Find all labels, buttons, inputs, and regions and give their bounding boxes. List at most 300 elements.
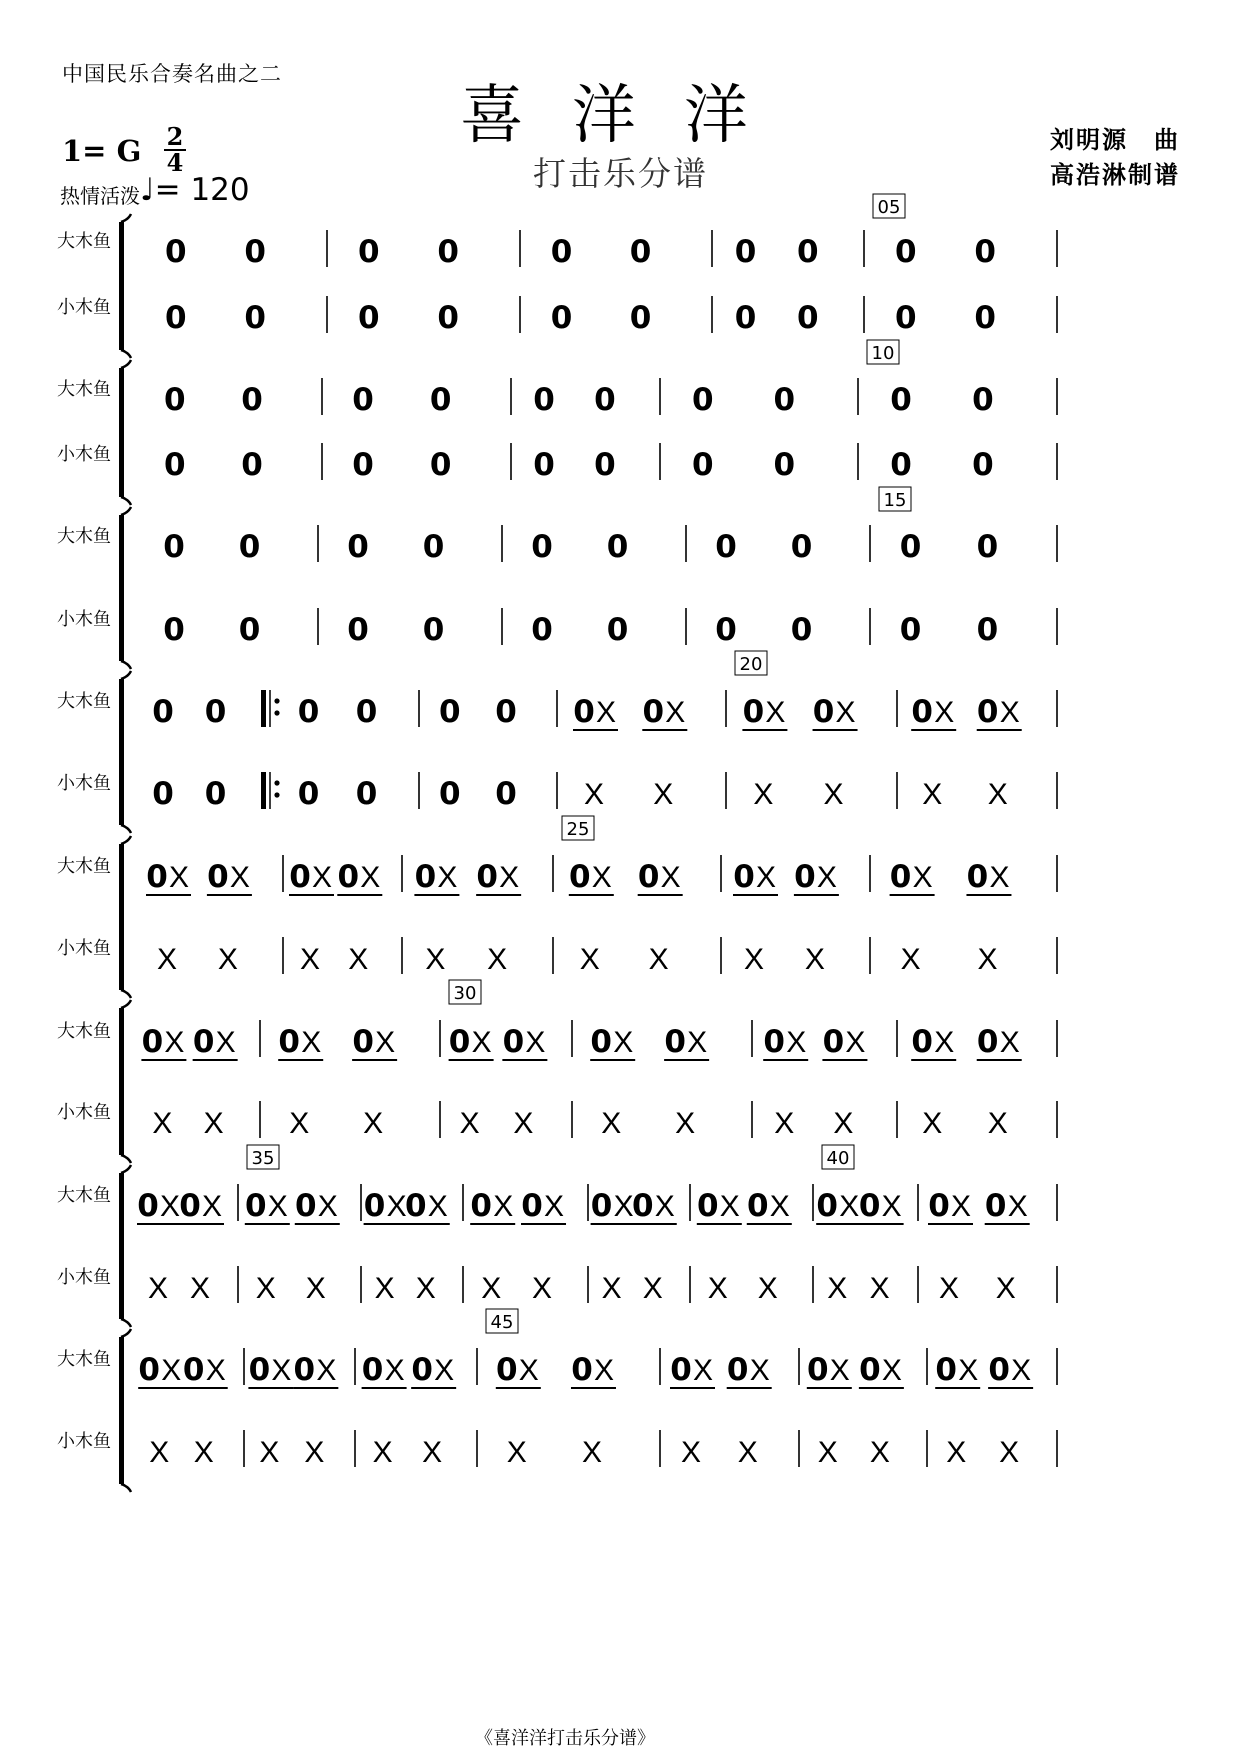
instrument-label-xiao-mu-yu: 小木鱼: [57, 1102, 111, 1123]
system-bracket: [119, 1173, 124, 1319]
rest-zero: 0: [594, 447, 616, 483]
hit-x: X: [977, 943, 998, 976]
hit-x: X: [675, 1107, 696, 1140]
hit-x: X: [149, 1436, 170, 1469]
rest-zero: 0: [363, 1188, 386, 1224]
rest-zero: 0: [629, 234, 652, 270]
hit-x: X: [203, 1107, 224, 1140]
hit-x: X: [525, 1026, 546, 1059]
arranger-credit: 高浩淋制谱: [1050, 160, 1180, 189]
rest-zero: 0: [899, 612, 922, 648]
hit-x: X: [869, 1272, 890, 1305]
rest-zero: 0: [911, 694, 933, 730]
hit-x: X: [601, 1107, 622, 1140]
hit-x: X: [999, 1436, 1020, 1469]
hit-x: X: [156, 943, 178, 976]
bracket-top-hook: [121, 1000, 131, 1008]
repeat-dot: [274, 780, 279, 785]
hit-x: X: [348, 943, 369, 976]
hit-x: X: [360, 861, 381, 894]
rest-zero: 0: [352, 382, 374, 418]
bracket-top-hook: [121, 360, 131, 368]
rest-zero: 0: [179, 1188, 201, 1224]
hit-x: X: [168, 861, 190, 894]
rest-zero: 0: [890, 447, 912, 483]
hit-x: X: [581, 1436, 602, 1469]
tempo-expression: 热情活泼: [60, 184, 140, 208]
hit-x: X: [613, 1026, 634, 1059]
instrument-label-xiao-mu-yu: 小木鱼: [57, 938, 111, 959]
hit-x: X: [665, 696, 686, 729]
rest-zero: 0: [895, 300, 917, 336]
hit-x: X: [513, 1107, 534, 1140]
hit-x: X: [299, 943, 321, 976]
system-bracket: [119, 515, 124, 661]
rest-zero: 0: [241, 382, 263, 418]
hit-x: X: [654, 1190, 675, 1223]
rest-zero: 0: [807, 1352, 829, 1388]
system-6: [57, 980, 1057, 1163]
rest-zero: 0: [204, 776, 227, 812]
rest-zero: 0: [182, 1352, 205, 1388]
rehearsal-number: 25: [566, 819, 590, 840]
hit-x: X: [591, 861, 612, 894]
rest-zero: 0: [164, 382, 186, 418]
hit-x: X: [804, 943, 825, 976]
hit-x: X: [544, 1190, 565, 1223]
hit-x: X: [425, 943, 446, 976]
hit-x: X: [938, 1272, 960, 1305]
hit-x: X: [1007, 1190, 1028, 1223]
rest-zero: 0: [773, 382, 796, 418]
rest-zero: 0: [289, 859, 311, 895]
hit-x: X: [255, 1272, 276, 1305]
hit-x: X: [755, 861, 777, 894]
repeat-thick-bar: [261, 690, 266, 727]
hit-x: X: [987, 778, 1008, 811]
rest-zero: 0: [533, 447, 555, 483]
rest-zero: 0: [984, 1188, 1007, 1224]
rest-zero: 0: [531, 612, 553, 648]
rest-zero: 0: [244, 300, 266, 336]
hit-x: X: [769, 1190, 790, 1223]
rest-zero: 0: [146, 859, 168, 895]
rest-zero: 0: [988, 1352, 1010, 1388]
rest-zero: 0: [238, 612, 261, 648]
rest-zero: 0: [594, 382, 616, 418]
rest-zero: 0: [550, 234, 573, 270]
hit-x: X: [201, 1190, 223, 1223]
rest-zero: 0: [890, 382, 912, 418]
hit-x: X: [765, 696, 786, 729]
hit-x: X: [653, 778, 674, 811]
rest-zero: 0: [352, 447, 374, 483]
hit-x: X: [829, 1354, 850, 1387]
instrument-label-da-mu-yu: 大木鱼: [57, 231, 111, 252]
instrument-label-xiao-mu-yu: 小木鱼: [57, 609, 111, 630]
time-signature-top: 2: [166, 122, 184, 151]
hit-x: X: [839, 1190, 860, 1223]
page-title: 喜洋洋: [460, 79, 796, 153]
hit-x: X: [415, 1272, 436, 1305]
system-bracket: [119, 1337, 124, 1484]
hit-x: X: [680, 1436, 702, 1469]
rehearsal-number: 15: [883, 490, 907, 511]
hit-x: X: [147, 1272, 169, 1305]
hit-x: X: [753, 778, 774, 811]
rest-zero: 0: [966, 859, 989, 895]
rest-zero: 0: [138, 1352, 160, 1388]
hit-x: X: [363, 1107, 384, 1140]
rest-zero: 0: [692, 447, 714, 483]
rest-zero: 0: [889, 859, 912, 895]
rehearsal-number: 20: [739, 654, 763, 675]
rest-zero: 0: [733, 859, 755, 895]
key-signature: 1= G: [62, 134, 142, 168]
rest-zero: 0: [192, 1024, 215, 1060]
hit-x: X: [995, 1272, 1016, 1305]
hit-x: X: [434, 1354, 455, 1387]
quarter-note-icon: ♩: [140, 172, 155, 208]
rest-zero: 0: [606, 612, 629, 648]
hit-x: X: [958, 1354, 979, 1387]
rest-zero: 0: [590, 1188, 613, 1224]
rest-zero: 0: [355, 694, 378, 730]
repeat-dot: [274, 698, 279, 703]
hit-x: X: [189, 1272, 211, 1305]
system-8: [57, 1309, 1057, 1492]
hit-x: X: [999, 696, 1020, 729]
instrument-label-xiao-mu-yu: 小木鱼: [57, 1267, 111, 1288]
hit-x: X: [304, 1436, 325, 1469]
rest-zero: 0: [358, 300, 380, 336]
rest-zero: 0: [697, 1188, 719, 1224]
hit-x: X: [833, 1107, 854, 1140]
hit-x: X: [493, 1190, 514, 1223]
rest-zero: 0: [976, 694, 999, 730]
rest-zero: 0: [773, 447, 796, 483]
repeat-dot: [274, 710, 279, 715]
hit-x: X: [271, 1354, 292, 1387]
hit-x: X: [845, 1026, 866, 1059]
rest-zero: 0: [531, 529, 553, 565]
rest-zero: 0: [629, 300, 652, 336]
hit-x: X: [827, 1272, 848, 1305]
rest-zero: 0: [637, 859, 660, 895]
hit-x: X: [934, 696, 955, 729]
rest-zero: 0: [606, 529, 629, 565]
rest-zero: 0: [347, 612, 369, 648]
rest-zero: 0: [352, 1024, 374, 1060]
hit-x: X: [375, 1026, 396, 1059]
hit-x: X: [1011, 1354, 1032, 1387]
hit-x: X: [305, 1272, 326, 1305]
rest-zero: 0: [812, 694, 835, 730]
rest-zero: 0: [858, 1188, 881, 1224]
system-1: [57, 194, 1057, 358]
hit-x: X: [648, 943, 669, 976]
tempo-value: = 120: [154, 172, 250, 208]
rest-zero: 0: [715, 612, 737, 648]
hit-x: X: [193, 1436, 214, 1469]
rest-zero: 0: [414, 859, 437, 895]
hit-x: X: [579, 943, 600, 976]
hit-x: X: [289, 1107, 310, 1140]
rest-zero: 0: [746, 1188, 769, 1224]
hit-x: X: [259, 1436, 280, 1469]
hit-x: X: [316, 1354, 337, 1387]
hit-x: X: [499, 861, 520, 894]
instrument-label-da-mu-yu: 大木鱼: [57, 526, 111, 547]
hit-x: X: [737, 1436, 758, 1469]
rest-zero: 0: [972, 382, 994, 418]
hit-x: X: [301, 1026, 322, 1059]
system-bracket: [119, 679, 124, 825]
rest-zero: 0: [726, 1352, 749, 1388]
hit-x: X: [583, 778, 605, 811]
rest-zero: 0: [550, 300, 573, 336]
rest-zero: 0: [439, 776, 461, 812]
hit-x: X: [743, 943, 765, 976]
bracket-bottom-hook: [121, 825, 131, 833]
rest-zero: 0: [670, 1352, 692, 1388]
hit-x: X: [317, 1190, 338, 1223]
rest-zero: 0: [422, 529, 445, 565]
rest-zero: 0: [476, 859, 498, 895]
bracket-top-hook: [121, 671, 131, 679]
rest-zero: 0: [337, 859, 360, 895]
rest-zero: 0: [141, 1024, 164, 1060]
page-subtitle: 打击乐分谱: [533, 154, 708, 193]
hit-x: X: [372, 1436, 393, 1469]
rest-zero: 0: [796, 234, 819, 270]
bracket-bottom-hook: [121, 350, 131, 358]
composer-credit: 刘明源 曲: [1050, 125, 1180, 154]
rest-zero: 0: [437, 300, 459, 336]
rest-zero: 0: [361, 1352, 384, 1388]
rehearsal-number: 30: [453, 983, 477, 1004]
rest-zero: 0: [976, 529, 999, 565]
rest-zero: 0: [448, 1024, 471, 1060]
hit-x: X: [989, 861, 1010, 894]
rehearsal-number: 10: [871, 343, 895, 364]
time-signature-bottom: 4: [166, 148, 184, 177]
rest-zero: 0: [972, 447, 994, 483]
hit-x: X: [881, 1190, 902, 1223]
system-bracket: [119, 368, 124, 497]
hit-x: X: [459, 1107, 480, 1140]
hit-x: X: [601, 1272, 622, 1305]
rest-zero: 0: [204, 694, 227, 730]
hit-x: X: [267, 1190, 288, 1223]
hit-x: X: [900, 943, 921, 976]
rest-zero: 0: [734, 300, 757, 336]
rest-zero: 0: [244, 234, 266, 270]
system-5: [57, 816, 1057, 998]
rest-zero: 0: [496, 1352, 518, 1388]
hit-x: X: [205, 1354, 226, 1387]
rehearsal-number: 45: [490, 1312, 514, 1333]
bracket-top-hook: [121, 1165, 131, 1173]
rest-zero: 0: [502, 1024, 525, 1060]
hit-x: X: [660, 861, 681, 894]
rest-zero: 0: [245, 1188, 267, 1224]
rest-zero: 0: [692, 382, 714, 418]
hit-x: X: [719, 1190, 740, 1223]
rest-zero: 0: [294, 1188, 317, 1224]
instrument-label-xiao-mu-yu: 小木鱼: [57, 773, 111, 794]
rest-zero: 0: [521, 1188, 543, 1224]
rest-zero: 0: [422, 612, 445, 648]
bracket-top-hook: [121, 507, 131, 515]
instrument-label-xiao-mu-yu: 小木鱼: [57, 1431, 111, 1452]
bracket-top-hook: [121, 214, 131, 222]
hit-x: X: [881, 1354, 902, 1387]
rest-zero: 0: [165, 234, 187, 270]
rest-zero: 0: [429, 382, 452, 418]
rest-zero: 0: [437, 234, 459, 270]
rest-zero: 0: [297, 776, 320, 812]
hit-x: X: [593, 1354, 614, 1387]
hit-x: X: [384, 1354, 405, 1387]
rest-zero: 0: [297, 694, 320, 730]
hit-x: X: [823, 778, 844, 811]
hit-x: X: [912, 861, 933, 894]
hit-x: X: [229, 861, 250, 894]
system-7: [57, 1145, 1057, 1327]
instrument-label-da-mu-yu: 大木鱼: [57, 856, 111, 877]
hit-x: X: [217, 943, 238, 976]
hit-x: X: [687, 1026, 708, 1059]
instrument-label-da-mu-yu: 大木鱼: [57, 1349, 111, 1370]
rest-zero: 0: [715, 529, 737, 565]
rest-zero: 0: [152, 694, 174, 730]
hit-x: X: [518, 1354, 539, 1387]
rest-zero: 0: [278, 1024, 300, 1060]
hit-x: X: [487, 943, 508, 976]
instrument-label-da-mu-yu: 大木鱼: [57, 1185, 111, 1206]
hit-x: X: [386, 1190, 407, 1223]
hit-x: X: [757, 1272, 778, 1305]
rest-zero: 0: [928, 1188, 950, 1224]
hit-x: X: [999, 1026, 1020, 1059]
system-bracket: [119, 1008, 124, 1155]
rest-zero: 0: [207, 859, 229, 895]
bracket-bottom-hook: [121, 497, 131, 505]
rest-zero: 0: [974, 234, 996, 270]
hit-x: X: [922, 1107, 943, 1140]
hit-x: X: [164, 1026, 185, 1059]
hit-x: X: [437, 861, 458, 894]
rest-zero: 0: [974, 300, 996, 336]
hit-x: X: [159, 1190, 181, 1223]
hit-x: X: [161, 1354, 182, 1387]
rest-zero: 0: [573, 694, 595, 730]
rest-zero: 0: [293, 1352, 316, 1388]
hit-x: X: [471, 1026, 492, 1059]
rest-zero: 0: [569, 859, 591, 895]
bracket-top-hook: [121, 1329, 131, 1337]
rest-zero: 0: [571, 1352, 593, 1388]
hit-x: X: [481, 1272, 502, 1305]
hit-x: X: [816, 861, 837, 894]
rest-zero: 0: [137, 1188, 159, 1224]
rest-zero: 0: [411, 1352, 433, 1388]
rest-zero: 0: [822, 1024, 845, 1060]
hit-x: X: [642, 1272, 663, 1305]
rest-zero: 0: [642, 694, 665, 730]
rest-zero: 0: [439, 694, 461, 730]
hit-x: X: [987, 1107, 1008, 1140]
bracket-top-hook: [121, 836, 131, 844]
bracket-bottom-hook: [121, 1319, 131, 1327]
bracket-bottom-hook: [121, 1155, 131, 1163]
repeat-thick-bar: [261, 772, 266, 809]
rest-zero: 0: [911, 1024, 933, 1060]
hit-x: X: [613, 1190, 634, 1223]
rehearsal-number: 05: [877, 197, 901, 218]
rest-zero: 0: [355, 776, 378, 812]
bracket-bottom-hook: [121, 990, 131, 998]
instrument-label-da-mu-yu: 大木鱼: [57, 379, 111, 400]
rehearsal-number: 35: [251, 1148, 275, 1169]
hit-x: X: [692, 1354, 714, 1387]
rest-zero: 0: [631, 1188, 654, 1224]
hit-x: X: [835, 696, 856, 729]
rest-zero: 0: [238, 529, 261, 565]
hit-x: X: [946, 1436, 967, 1469]
rest-zero: 0: [899, 529, 922, 565]
rest-zero: 0: [241, 447, 263, 483]
rest-zero: 0: [163, 612, 185, 648]
instrument-label-xiao-mu-yu: 小木鱼: [57, 444, 111, 465]
hit-x: X: [707, 1272, 728, 1305]
hit-x: X: [817, 1436, 838, 1469]
system-4: [57, 651, 1057, 833]
bracket-bottom-hook: [121, 661, 131, 669]
instrument-label-da-mu-yu: 大木鱼: [57, 691, 111, 712]
hit-x: X: [869, 1436, 890, 1469]
rest-zero: 0: [790, 612, 813, 648]
rest-zero: 0: [935, 1352, 957, 1388]
hit-x: X: [311, 861, 333, 894]
rest-zero: 0: [248, 1352, 271, 1388]
series-title: 中国民乐合奏名曲之二: [62, 62, 282, 86]
rest-zero: 0: [429, 447, 452, 483]
repeat-dot: [274, 792, 279, 797]
rest-zero: 0: [895, 234, 917, 270]
rest-zero: 0: [164, 447, 186, 483]
system-bracket: [119, 222, 124, 350]
rest-zero: 0: [533, 382, 555, 418]
page-footer: 《喜洋洋打击乐分谱》: [475, 1728, 655, 1749]
rest-zero: 0: [742, 694, 765, 730]
hit-x: X: [774, 1107, 795, 1140]
hit-x: X: [595, 696, 617, 729]
hit-x: X: [749, 1354, 770, 1387]
rest-zero: 0: [763, 1024, 785, 1060]
system-bracket: [119, 844, 124, 990]
hit-x: X: [215, 1026, 236, 1059]
hit-x: X: [152, 1107, 173, 1140]
rest-zero: 0: [590, 1024, 612, 1060]
hit-x: X: [922, 778, 943, 811]
hit-x: X: [374, 1272, 395, 1305]
hit-x: X: [506, 1436, 527, 1469]
system-2: [57, 340, 1057, 505]
hit-x: X: [422, 1436, 443, 1469]
instrument-label-da-mu-yu: 大木鱼: [57, 1021, 111, 1042]
